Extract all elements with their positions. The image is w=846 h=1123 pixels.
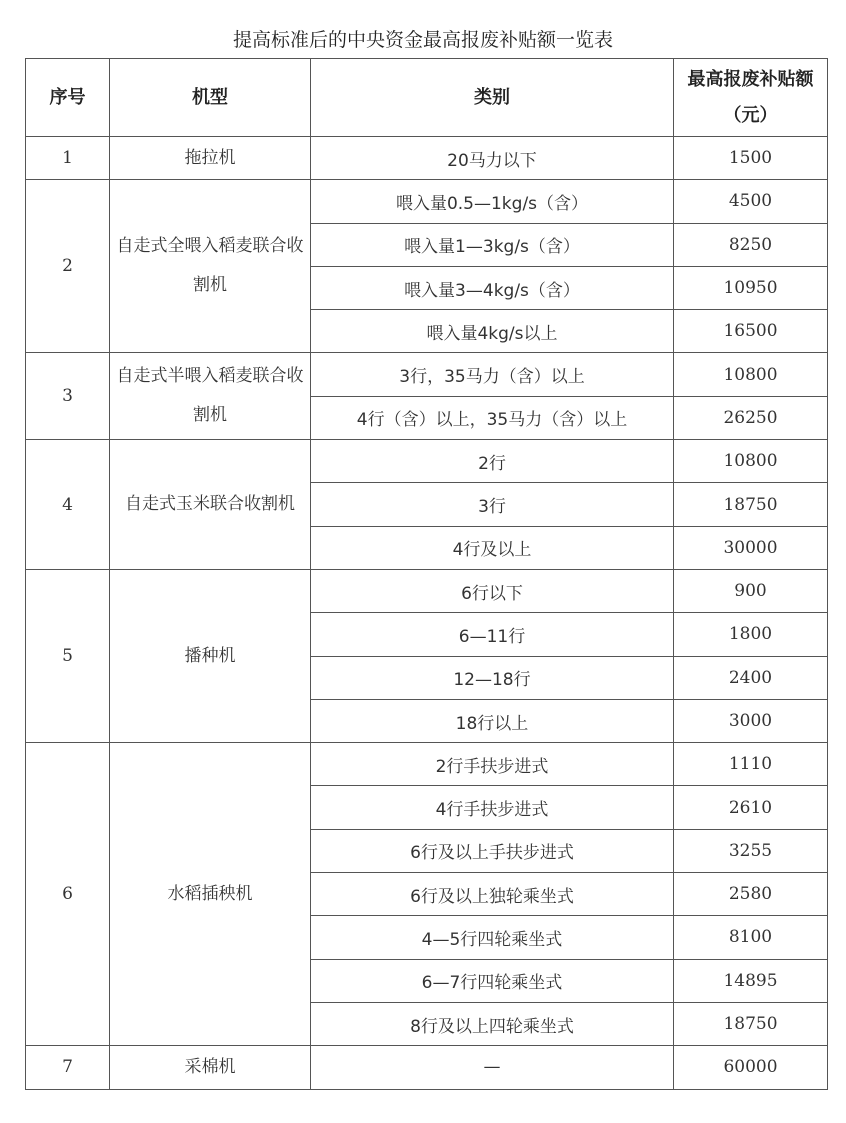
machine-model: 自走式全喂入稻麦联合收割机: [110, 180, 311, 353]
row-index: 4: [26, 440, 110, 570]
category-cell: 3行: [311, 483, 674, 526]
amount-cell: 18750: [674, 483, 828, 526]
category-cell: 6行以下: [311, 569, 674, 612]
amount-cell: 3000: [674, 699, 828, 742]
amount-cell: 2580: [674, 873, 828, 916]
row-index: 7: [26, 1046, 110, 1089]
amount-cell: 2400: [674, 656, 828, 699]
row-index: 1: [26, 137, 110, 180]
machine-model: 自走式玉米联合收割机: [110, 440, 311, 570]
amount-cell: 16500: [674, 310, 828, 353]
amount-cell: 4500: [674, 180, 828, 223]
amount-cell: 30000: [674, 526, 828, 569]
category-cell: 6行及以上独轮乘坐式: [311, 873, 674, 916]
header-category: 类别: [311, 59, 674, 137]
table-header-row: [26, 59, 828, 137]
amount-cell: 10800: [674, 440, 828, 483]
table-row: [26, 180, 828, 223]
category-cell: 4—5行四轮乘坐式: [311, 916, 674, 959]
category-cell: —: [311, 1046, 674, 1089]
category-cell: 3行，35马力（含）以上: [311, 353, 674, 396]
table-row: [26, 569, 828, 612]
machine-model: 拖拉机: [110, 137, 311, 180]
header-amount: 最高报废补贴额（元）: [674, 59, 828, 137]
machine-model: 水稻插秧机: [110, 743, 311, 1046]
category-cell: 12—18行: [311, 656, 674, 699]
category-cell: 4行手扶步进式: [311, 786, 674, 829]
row-index: 2: [26, 180, 110, 353]
table-row: [26, 440, 828, 483]
machine-model: 播种机: [110, 569, 311, 742]
machine-model: 自走式半喂入稻麦联合收割机: [110, 353, 311, 440]
amount-cell: 1500: [674, 137, 828, 180]
row-index: 3: [26, 353, 110, 440]
category-cell: 4行（含）以上，35马力（含）以上: [311, 396, 674, 439]
row-index: 5: [26, 569, 110, 742]
table-body: [26, 137, 828, 1090]
amount-cell: 14895: [674, 959, 828, 1002]
amount-cell: 10950: [674, 266, 828, 309]
amount-cell: 2610: [674, 786, 828, 829]
amount-cell: 60000: [674, 1046, 828, 1089]
category-cell: 6—11行: [311, 613, 674, 656]
row-index: 6: [26, 743, 110, 1046]
table-row: [26, 137, 828, 180]
subsidy-table: [25, 58, 828, 1090]
page-title: 提高标准后的中央资金最高报废补贴额一览表: [232, 29, 613, 51]
header-model: 机型: [110, 59, 311, 137]
category-cell: 2行手扶步进式: [311, 743, 674, 786]
header-index: 序号: [26, 59, 110, 137]
amount-cell: 18750: [674, 1002, 828, 1045]
amount-cell: 8100: [674, 916, 828, 959]
amount-cell: 1110: [674, 743, 828, 786]
machine-model: 采棉机: [110, 1046, 311, 1089]
category-cell: 喂入量4kg/s以上: [311, 310, 674, 353]
category-cell: 6行及以上手扶步进式: [311, 829, 674, 872]
table-row: [26, 353, 828, 396]
category-cell: 喂入量1—3kg/s（含）: [311, 223, 674, 266]
table-row: [26, 743, 828, 786]
category-cell: 18行以上: [311, 699, 674, 742]
category-cell: 喂入量3—4kg/s（含）: [311, 266, 674, 309]
amount-cell: 26250: [674, 396, 828, 439]
amount-cell: 900: [674, 569, 828, 612]
category-cell: 4行及以上: [311, 526, 674, 569]
category-cell: 2行: [311, 440, 674, 483]
amount-cell: 10800: [674, 353, 828, 396]
category-cell: 8行及以上四轮乘坐式: [311, 1002, 674, 1045]
amount-cell: 8250: [674, 223, 828, 266]
amount-cell: 3255: [674, 829, 828, 872]
table-row: [26, 1046, 828, 1089]
category-cell: 20马力以下: [311, 137, 674, 180]
category-cell: 喂入量0.5—1kg/s（含）: [311, 180, 674, 223]
amount-cell: 1800: [674, 613, 828, 656]
category-cell: 6—7行四轮乘坐式: [311, 959, 674, 1002]
